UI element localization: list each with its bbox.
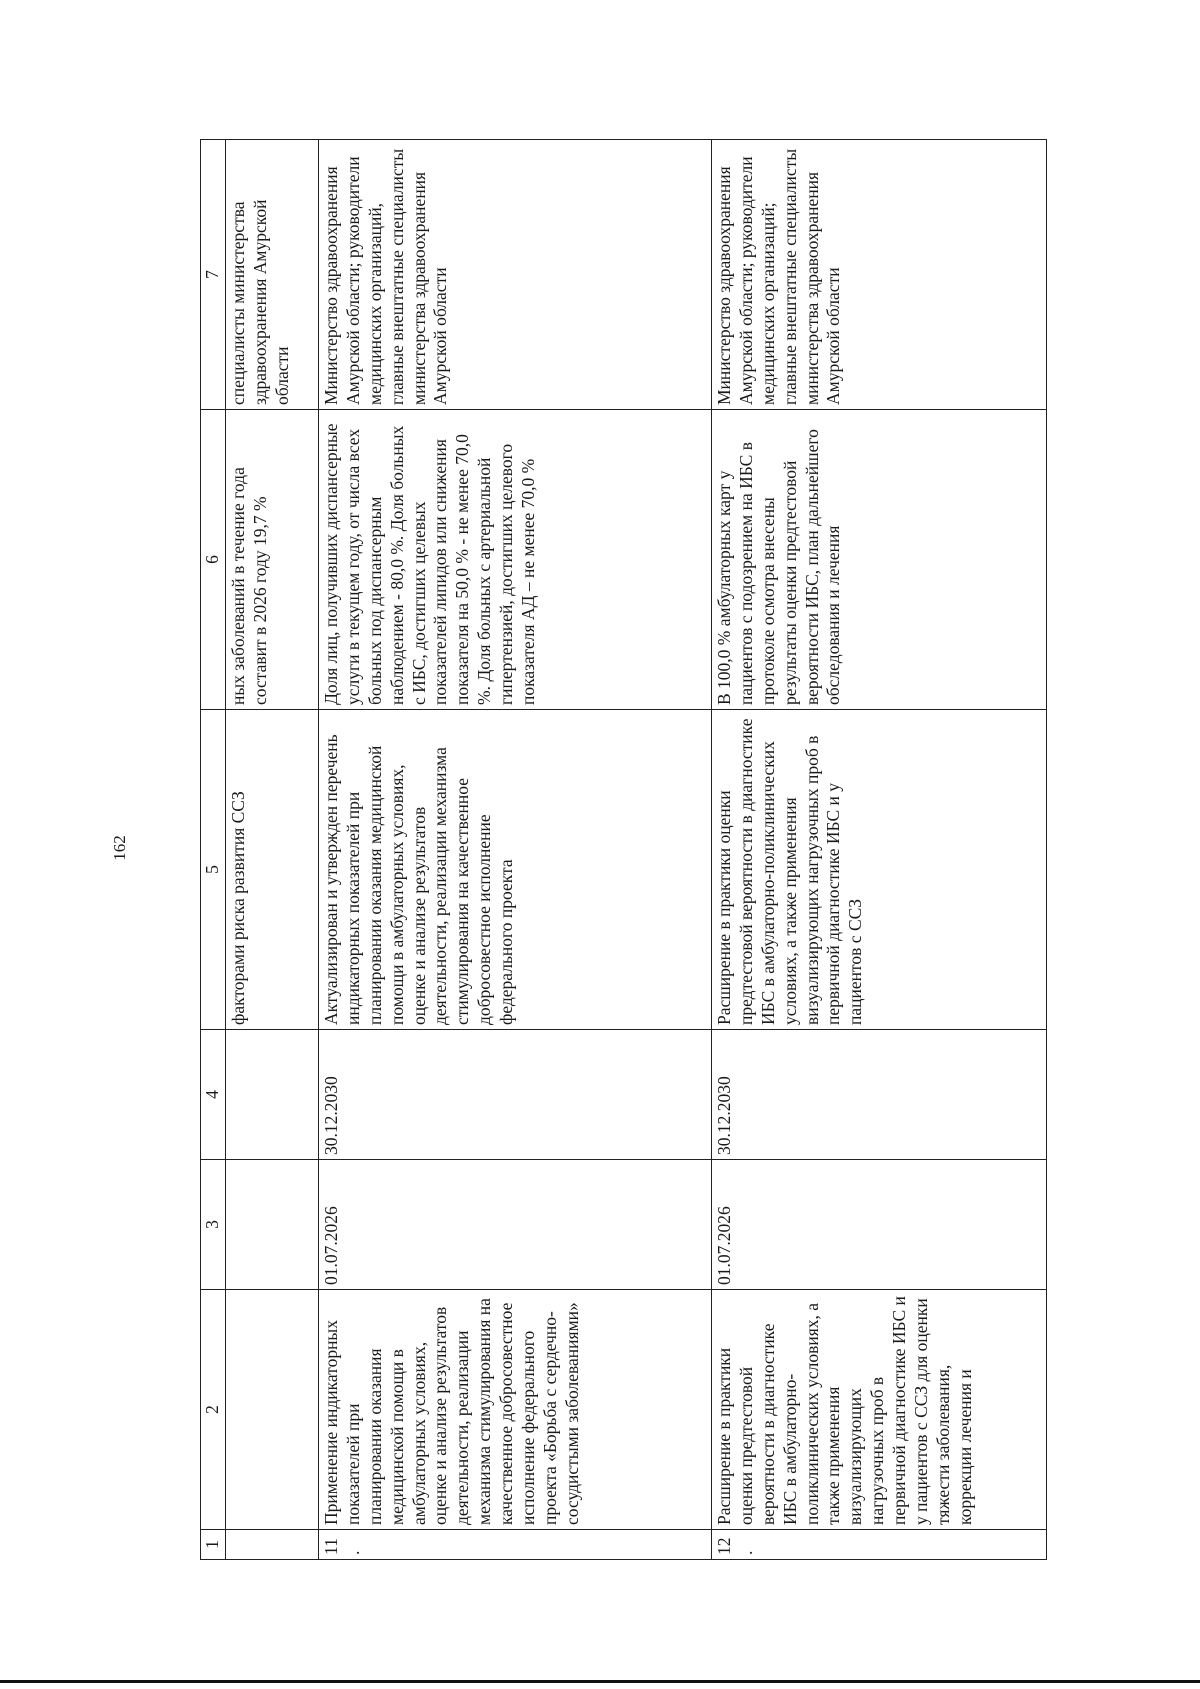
header-cell-1: 1 — [201, 1530, 226, 1560]
rotated-table-container — [200, 140, 1070, 1560]
header-cell-3: 3 — [201, 1160, 226, 1290]
cell-result: Расширение в практики оценки предтестовой вероятности в диагностике ИБС в амбулаторно-поликлинических условиях, а также применения визуализирующих нагрузочных проб в первичной диагностике ИБС и у пациентов с ССЗ — [712, 710, 1047, 1030]
cell-start: 01.07.2026 — [319, 1160, 712, 1290]
cell-indicator: В 100,0 % амбулаторных карт у пациентов с подозрением на ИБС в протоколе осмотра внесены результаты оценки предтестовой вероятности ИБС, план дальнейшего обследования и лечения — [712, 410, 1047, 710]
cell-event: Расширение в практики оценки предтестовой вероятности в диагностике ИБС в амбулаторно-поликлинических условиях, а также применения визуализирующих нагрузочных проб в первичной диагностике ИБС и у пациентов с ССЗ для оценки тяжести заболевания, коррекции лечения и — [712, 1290, 1047, 1530]
header-cell-6: 6 — [201, 410, 226, 710]
header-cell-5: 5 — [201, 710, 226, 1030]
table-row — [319, 140, 712, 1560]
cell-responsible: Министерство здравоохранения Амурской области; руководители медицинских организаций, главные внештатные специалисты министерства здравоохранения Амурской области — [319, 140, 712, 410]
header-row — [201, 140, 226, 1560]
cell-responsible: Министерство здравоохранения Амурской области; руководители медицинских организаций; главные внештатные специалисты министерства здравоохранения Амурской области — [712, 140, 1047, 410]
header-cell-7: 7 — [201, 140, 226, 410]
header-cell-4: 4 — [201, 1030, 226, 1160]
cell-responsible: специалисты министерства здравоохранения Амурской области — [226, 140, 319, 410]
header-cell-2: 2 — [201, 1290, 226, 1530]
cell-event — [226, 1290, 319, 1530]
cell-result: факторами риска развития ССЗ — [226, 710, 319, 1030]
page-number: 162 — [110, 835, 129, 861]
cell-start: 01.07.2026 — [712, 1160, 1047, 1290]
cell-end: 30.12.2030 — [712, 1030, 1047, 1160]
cell-indicator: Доля лиц, получивших диспансерные услуги в текущем году, от числа всех больных под диспансерным наблюдением - 80,0 %. Доля больных с ИБС, достигших целевых показателей липидов или снижения показателя на 50,0 % - не менее 70,0 %. Доля больных с артериальной гипертензией, достигших целевого показателя АД – не менее 70,0 % — [319, 410, 712, 710]
cell-end — [226, 1030, 319, 1160]
cell-indicator: ных заболеваний в течение года составит в 2026 году 19,7 % — [226, 410, 319, 710]
cell-num: 12. — [712, 1530, 1047, 1560]
cell-start — [226, 1160, 319, 1290]
cell-num — [226, 1530, 319, 1560]
cell-num: 11. — [319, 1530, 712, 1560]
cell-result: Актуализирован и утвержден перечень индикаторных показателей при планировании оказания медицинской помощи в амбулаторных условиях, оценке и анализе результатов деятельности, реализации механизма стимулирования на качественное добросовестное исполнение федерального проекта — [319, 710, 712, 1030]
cell-end: 30.12.2030 — [319, 1030, 712, 1160]
cell-event: Применение индикаторных показателей при планировании оказания медицинской помощи в амбулаторных условиях, оценке и анализе результатов деятельности, реализации механизма стимулирования на качественное добросовестное исполнение федерального проекта «Борьба с сердечно-сосудистыми заболеваниями» — [319, 1290, 712, 1530]
table-row-continuation — [226, 140, 319, 1560]
plan-table — [200, 139, 1047, 1560]
table-row — [712, 140, 1047, 1560]
bottom-rule — [0, 1680, 1200, 1683]
